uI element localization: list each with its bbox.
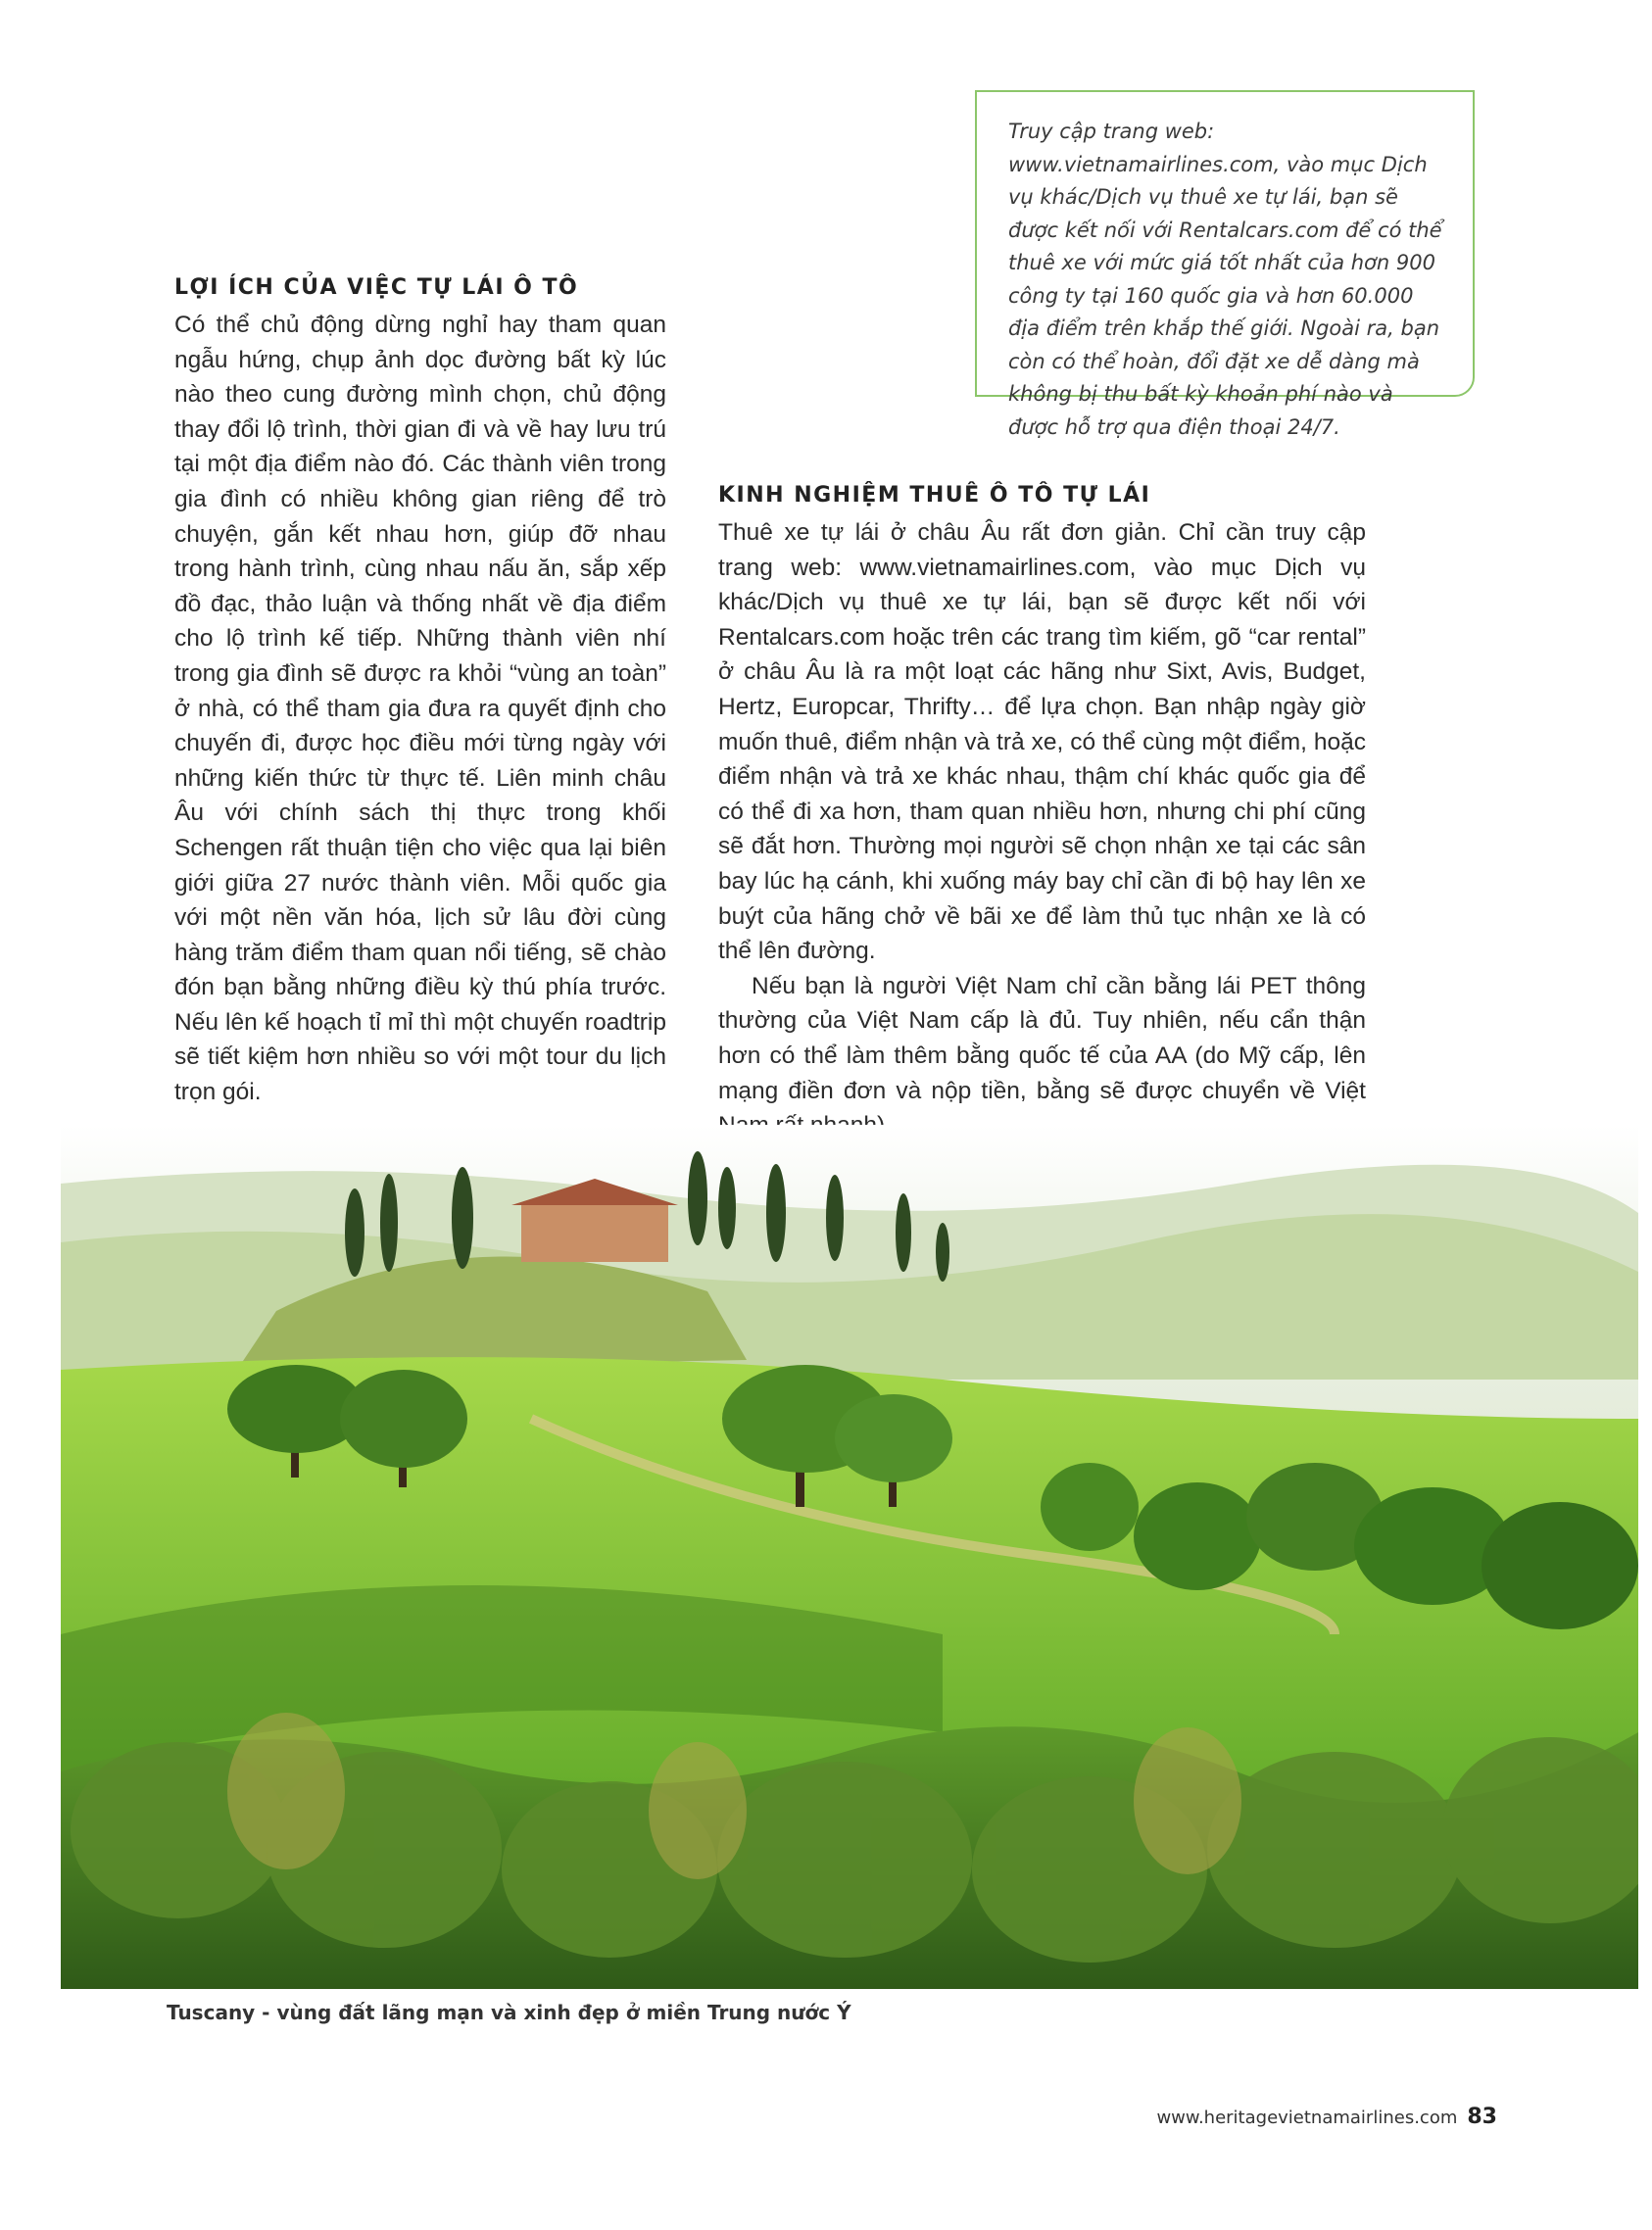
section-heading-benefits: LỢI ÍCH CỦA VIỆC TỰ LÁI Ô TÔ [174,275,579,300]
photo-caption: Tuscany - vùng đất lãng mạn và xinh đẹp ở miền Trung nước Ý [167,2001,851,2024]
page-number: 83 [1467,2105,1497,2129]
page-footer [1156,2105,1497,2129]
tuscany-landscape-photo [61,1125,1638,1989]
left-article-column [174,272,666,1110]
right-article-column [718,480,1366,1143]
footer-url: www.heritagevietnamairlines.com [1156,2108,1458,2128]
benefits-paragraph: Có thể chủ động dừng nghỉ hay tham quan ngẫu hứng, chụp ảnh dọc đường bất kỳ lúc nào theo cung đường mình chọn, chủ động thay đổi lộ trình, thời gian đi và về hay lưu trú tại một địa điểm nào đó. Các thành viên trong gia đình có nhiều không gian riêng để trò chuyện, gắn kết nhau hơn, giúp đỡ nhau trong hành trình, cùng nhau nấu ăn, sắp xếp đồ đạc, thảo luận và thống nhất về địa điểm cho lộ trình kế tiếp. Những thành viên nhí trong gia đình sẽ được ra khỏi “vùng an toàn” ở nhà, có thể tham gia đưa ra quyết định cho chuyến đi, được học điều mới từng ngày với những kiến thức từ thực tế. Liên minh châu Âu với chính sách thị thực trong khối Schengen rất thuận tiện cho việc qua lại biên giới giữa 27 nước thành viên. Mỗi quốc gia với một nền văn hóa, lịch sử lâu đời cùng hàng trăm điểm tham quan nổi tiếng, sẽ chào đón bạn bằng những điều kỳ thú phía trước. Nếu lên kế hoạch tỉ mỉ thì một chuyến roadtrip sẽ tiết kiệm hơn nhiều so với một tour du lịch trọn gói. [174,312,666,1106]
rental-paragraph-2: Nếu bạn là người Việt Nam chỉ cần bằng lái PET thông thường của Việt Nam cấp là đủ. Tuy nhiên, nếu cẩn thận hơn có thể làm thêm bằng quốc tế của AA (do Mỹ cấp, lên mạng điền đơn và nộp tiền, bằng sẽ được chuyển về Việt [718,972,1366,1104]
landscape-illustration [61,1125,1638,1989]
section-heading-rental-tips: KINH NGHIỆM THUÊ Ô TÔ TỰ LÁI [718,483,1151,508]
info-callout-box [975,90,1475,439]
rental-paragraph-1: Thuê xe tự lái ở châu Âu rất đơn giản. Chỉ cần truy cập trang web: www.vietnamairlines.com, vào mục Dịch vụ khác/Dịch vụ thuê xe tự lái, bạn sẽ được kết nối với Rentalcars.com hoặc trên các trang tìm kiếm, gõ “car rental” ở châu Âu là ra một loạt các hãng như Sixt, Avis, Budget, Hertz, Europcar, Thrifty… để lựa chọn. Bạn nhập ngày giờ muốn thuê, điểm nhận và trả xe, có thể cùng một điểm, hoặc điểm nhận và trả xe khác nhau, thậm chí khác quốc gia để có thể đi xa hơn, tham quan nhiều hơn, nhưng chi phí cũng sẽ đắt hơn. Thường mọi người sẽ chọn nhận xe tại các sân bay lúc hạ cánh, khi xuống máy bay chỉ cần đi bộ hay lên xe buýt của hãng chở về bãi xe để làm thủ tục nhận xe là có thể lên đường. [718,519,1366,965]
callout-text: Truy cập trang web: www.vietnamairlines.com, vào mục Dịch vụ khác/Dịch vụ thuê xe tự lái, bạn sẽ được kết nối với Rentalcars.com để có thể thuê xe với mức giá tốt nhất của hơn 900 công ty tại 160 quốc gia và hơn 60.000 địa điểm trên khắp thế giới. Ngoài ra, bạn còn có thể hoàn, đổi đặt xe dễ dàng mà không bị thu bất kỳ khoản phí nào và được hỗ trợ qua điện thoại 24/7. [1008,120,1442,439]
